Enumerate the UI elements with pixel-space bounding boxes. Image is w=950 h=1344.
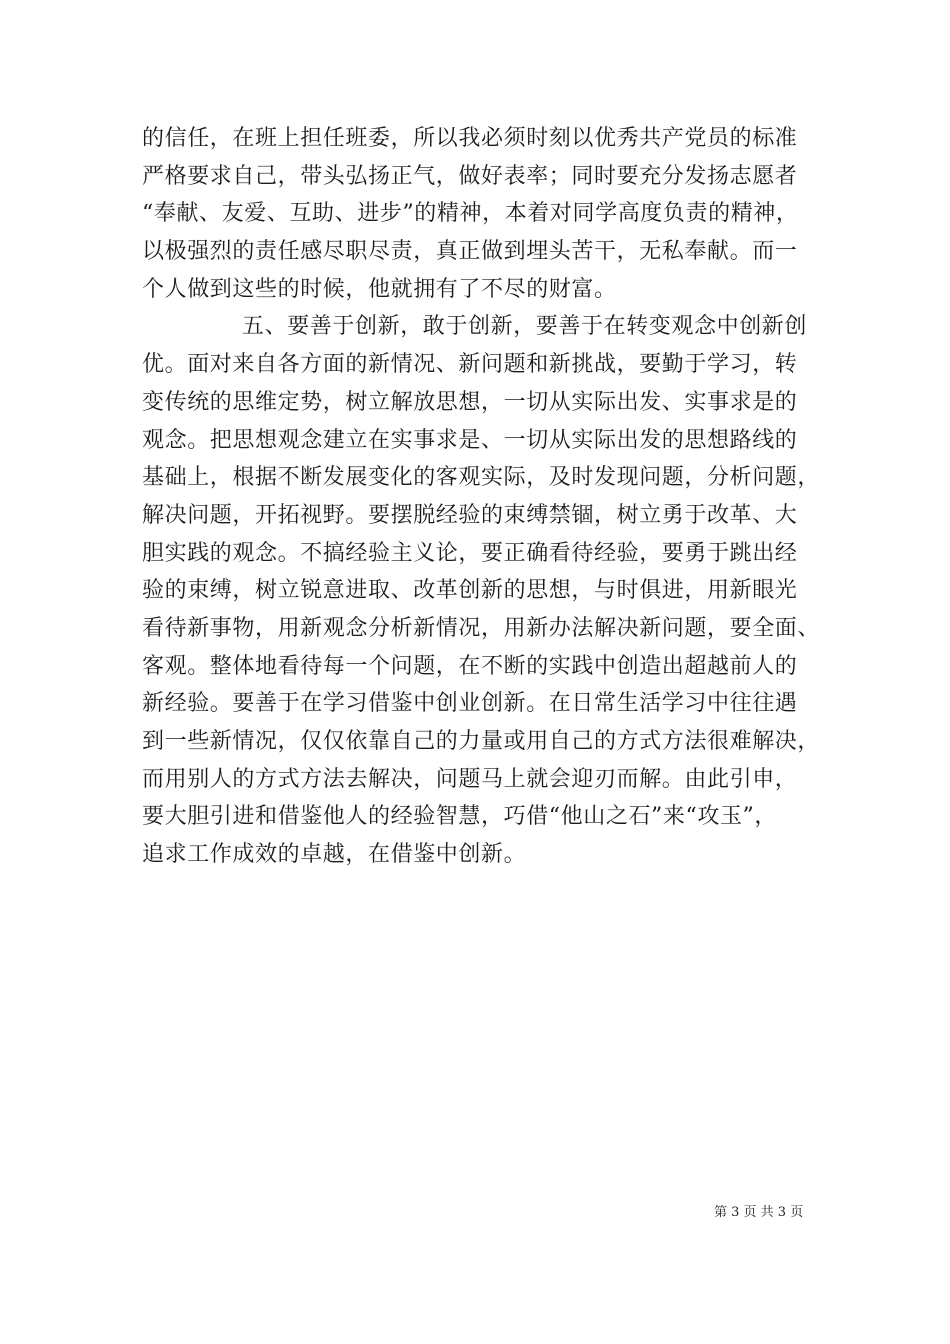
text-line: 观念。把思想观念建立在实事求是、一切从实际出发的思想路线的 xyxy=(142,427,798,453)
text-line: 到一些新情况，仅仅依靠自己的力量或用自己的方式方法很难解决， xyxy=(142,729,821,754)
body-text xyxy=(142,120,822,874)
text-line: 而用别人的方式方法去解决，问题马上就会迎刃而解。由此引申， xyxy=(142,766,798,792)
text-line: 追求工作成效的卓越，在借鉴中创新。 xyxy=(142,842,527,868)
text-line: 变传统的思维定势，树立解放思想，一切从实际出发、实事求是的 xyxy=(142,389,798,415)
text-line: 基础上，根据不断发展变化的客观实际，及时发现问题，分析问题， xyxy=(142,465,821,491)
section-heading-line: 五、要善于创新，敢于创新，要善于在转变观念中创新创 xyxy=(242,314,808,340)
text-line: 的信任，在班上担任班委，所以我必须时刻以优秀共产党员的标准 xyxy=(142,126,798,151)
text-line: 要大胆引进和借鉴他人的经验智慧，巧借“他山之石”来“攻玉”， xyxy=(142,804,777,830)
text-line: 严格要求自己，带头弘扬正气，做好表率；同时要充分发扬志愿者 xyxy=(142,163,798,189)
text-line: 解决问题，开拓视野。要摆脱经验的束缚禁锢，树立勇于改革、大 xyxy=(142,502,798,528)
text-line: 验的束缚，树立锐意进取、改革创新的思想，与时俱进，用新眼光 xyxy=(142,578,798,604)
text-line: 优。面对来自各方面的新情况、新问题和新挑战，要勤于学习，转 xyxy=(142,352,798,378)
text-line: 新经验。要善于在学习借鉴中创业创新。在日常生活学习中往往遇 xyxy=(142,691,798,717)
page-number-footer: 第 3 页 共 3 页 xyxy=(714,1205,804,1220)
text-line: 客观。整体地看待每一个问题，在不断的实践中创造出超越前人的 xyxy=(142,653,798,679)
text-line: 看待新事物，用新观念分析新情况，用新办法解决新问题，要全面、 xyxy=(142,615,821,641)
text-line: 胆实践的观念。不搞经验主义论，要正确看待经验，要勇于跳出经 xyxy=(142,540,798,566)
text-line: “奉献、友爱、互助、进步”的精神，本着对同学高度负责的精神， xyxy=(142,201,799,227)
text-line: 以极强烈的责任感尽职尽责，真正做到埋头苦干，无私奉献。而一 xyxy=(142,239,798,265)
text-line: 个人做到这些的时候，他就拥有了不尽的财富。 xyxy=(142,276,617,302)
